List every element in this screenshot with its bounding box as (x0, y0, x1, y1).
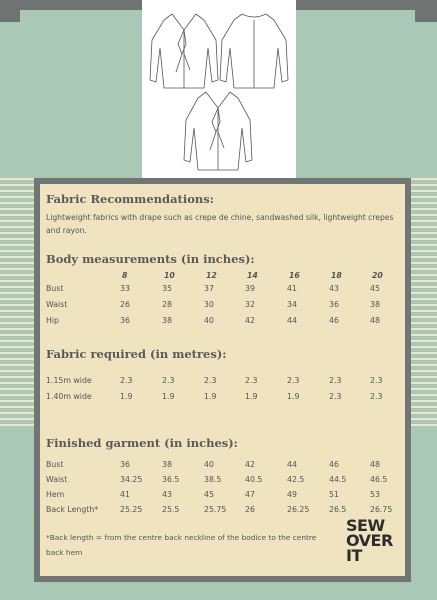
size-header: 8 (122, 271, 128, 280)
finished-garment-title: Finished garment (in inches): (46, 436, 238, 450)
logo-line-1: SEW (346, 516, 385, 535)
table-cell: 26 (120, 300, 130, 309)
table-cell: 38 (370, 300, 380, 309)
table-cell: 42.5 (287, 475, 305, 484)
fabric-recommendations-text: Lightweight fabrics with drape such as crepe de chine, sandwashed silk, lightweight crepes and rayon. (46, 213, 394, 235)
table-cell: 33 (120, 284, 130, 293)
table-cell: 39 (245, 284, 255, 293)
table-cell: 38 (162, 460, 172, 469)
table-cell: 42 (245, 316, 255, 325)
logo-line-2: OVER (346, 531, 393, 550)
table-cell: 2.3 (287, 376, 300, 385)
size-header: 10 (164, 271, 175, 280)
table-cell: 41 (287, 284, 297, 293)
table-cell: 2.3 (370, 376, 383, 385)
right-frame-bar (415, 10, 437, 22)
table-cell: 44 (287, 460, 297, 469)
table-cell: 47 (245, 490, 255, 499)
row-label: 1.15m wide (46, 376, 92, 385)
table-cell: 1.9 (120, 392, 133, 401)
size-header: 16 (289, 271, 300, 280)
table-cell: 36 (120, 460, 130, 469)
table-cell: 2.3 (370, 392, 383, 401)
table-cell: 35 (162, 284, 172, 293)
sew-over-it-logo (346, 518, 398, 563)
table-cell: 45 (204, 490, 214, 499)
table-cell: 51 (329, 490, 339, 499)
table-cell: 38.5 (204, 475, 222, 484)
size-header: 14 (247, 271, 258, 280)
table-cell: 2.3 (120, 376, 133, 385)
fabric-recommendations-title: Fabric Recommendations: (46, 192, 214, 206)
table-cell: 46.5 (370, 475, 388, 484)
table-cell: 26.75 (370, 505, 393, 514)
table-cell: 48 (370, 316, 380, 325)
table-cell: 53 (370, 490, 380, 499)
table-cell: 1.9 (204, 392, 217, 401)
row-label: Waist (46, 475, 68, 484)
table-cell: 37 (204, 284, 214, 293)
logo-line-3: IT (346, 546, 362, 565)
back-length-footnote: *Back length = from the centre back neckline of the bodice to the centre back hem (46, 533, 317, 557)
table-cell: 1.9 (162, 392, 175, 401)
size-header: 12 (206, 271, 217, 280)
table-cell: 25.5 (162, 505, 180, 514)
blouse-sketch-icon (142, 10, 296, 178)
table-cell: 30 (204, 300, 214, 309)
table-cell: 46 (329, 460, 339, 469)
table-cell: 34.25 (120, 475, 143, 484)
table-cell: 48 (370, 460, 380, 469)
table-cell: 2.3 (329, 376, 342, 385)
table-cell: 40.5 (245, 475, 263, 484)
size-header: 20 (372, 271, 383, 280)
table-cell: 36.5 (162, 475, 180, 484)
table-cell: 42 (245, 460, 255, 469)
table-cell: 1.9 (287, 392, 300, 401)
body-measurements-title: Body measurements (in inches): (46, 252, 255, 266)
fabric-required-title: Fabric required (in metres): (46, 347, 227, 361)
table-cell: 2.3 (329, 392, 342, 401)
table-cell: 45 (370, 284, 380, 293)
table-cell: 40 (204, 460, 214, 469)
table-cell: 46 (329, 316, 339, 325)
row-label: Waist (46, 300, 68, 309)
row-label: Bust (46, 284, 64, 293)
row-label: Hem (46, 490, 65, 499)
table-cell: 28 (162, 300, 172, 309)
row-label: Bust (46, 460, 64, 469)
table-cell: 36 (329, 300, 339, 309)
table-cell: 1.9 (245, 392, 258, 401)
top-frame-gap (142, 0, 296, 10)
size-header: 18 (331, 271, 342, 280)
table-cell: 36 (120, 316, 130, 325)
table-cell: 26.5 (329, 505, 347, 514)
table-cell: 32 (245, 300, 255, 309)
table-cell: 43 (162, 490, 172, 499)
table-cell: 38 (162, 316, 172, 325)
row-label: Hip (46, 316, 59, 325)
table-cell: 26.25 (287, 505, 310, 514)
table-cell: 41 (120, 490, 130, 499)
table-cell: 2.3 (245, 376, 258, 385)
table-cell: 2.3 (204, 376, 217, 385)
table-cell: 40 (204, 316, 214, 325)
left-frame-bar (0, 10, 20, 22)
garment-sketch-panel (142, 10, 296, 178)
table-cell: 25.75 (204, 505, 227, 514)
table-cell: 44.5 (329, 475, 347, 484)
table-cell: 44 (287, 316, 297, 325)
table-cell: 34 (287, 300, 297, 309)
row-label: 1.40m wide (46, 392, 92, 401)
table-cell: 49 (287, 490, 297, 499)
size-chart-card (40, 184, 405, 576)
table-cell: 2.3 (162, 376, 175, 385)
table-cell: 43 (329, 284, 339, 293)
table-cell: 26 (245, 505, 255, 514)
table-cell: 25.25 (120, 505, 143, 514)
row-label: Back Length* (46, 505, 99, 514)
